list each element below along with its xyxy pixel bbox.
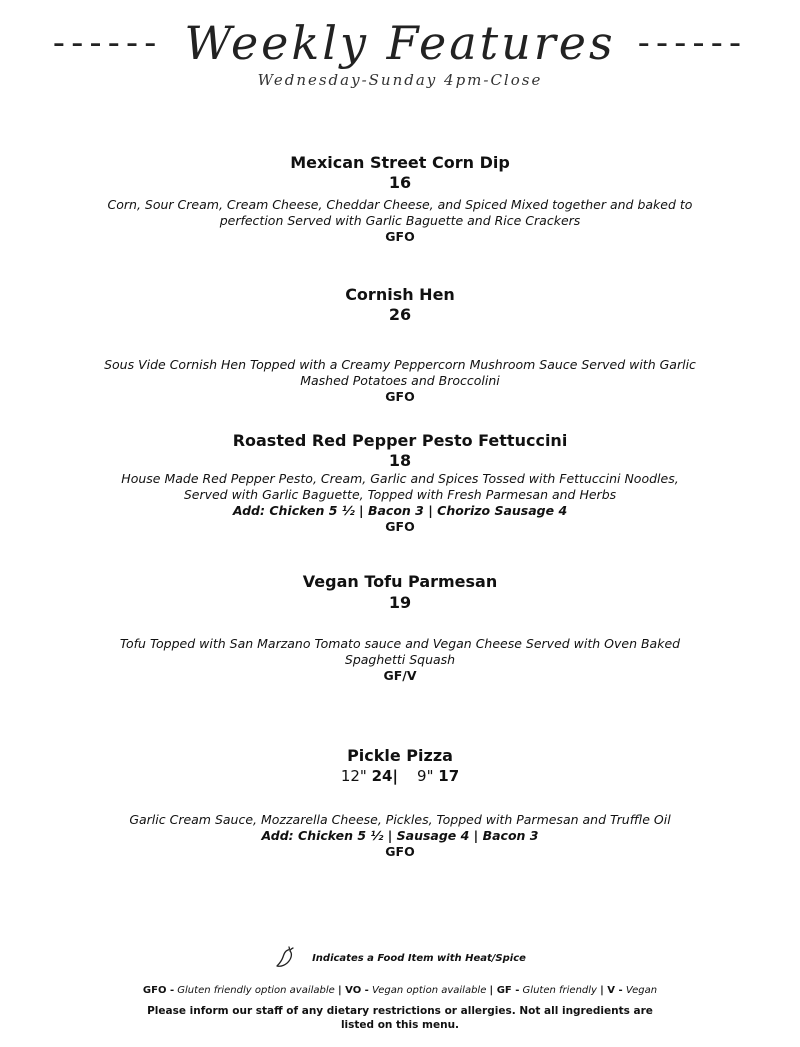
title-dashes-right: ------	[637, 23, 748, 64]
item-description: Tofu Topped with San Marzano Tomato sauce and Vegan Cheese Served with Oven Baked Spaghetti Squash	[119, 636, 681, 667]
key-text-gfo: Gluten friendly option available	[177, 985, 335, 996]
title-dashes-left: ------	[52, 23, 163, 64]
spice-legend	[140, 944, 660, 973]
key-code-gf: GF -	[496, 985, 520, 996]
dietary-key: GFO - Gluten friendly option available | VO - Vegan option available | GF - Gluten friendly | V - Vegan	[142, 985, 658, 996]
item-name: Mexican Street Corn Dip	[290, 153, 510, 172]
key-text-vo: Vegan option available	[372, 985, 487, 996]
allergy-notice: Please inform our staff of any dietary restrictions or allergies. Not all ingredients are listed on this menu.	[147, 1005, 653, 1031]
item-price: 16	[388, 173, 412, 192]
chili-pepper-icon	[274, 944, 298, 973]
item-add-ons: Add: Chicken 5 ½ | Sausage 4 | Bacon 3	[261, 828, 539, 843]
menu-footer	[140, 944, 660, 1032]
item-name: Cornish Hen	[345, 285, 455, 304]
key-code-v: V -	[607, 985, 623, 996]
menu-item-pesto-fettuccini	[100, 431, 700, 535]
key-text-v: Vegan	[625, 985, 658, 996]
item-price: 26	[388, 305, 412, 324]
key-text-gf: Gluten friendly	[522, 985, 597, 996]
item-add-ons: Add: Chicken 5 ½ | Bacon 3 | Chorizo Sausage 4	[232, 503, 568, 518]
item-name: Vegan Tofu Parmesan	[302, 572, 498, 591]
item-dietary-tag: GF/V	[383, 668, 417, 683]
page-subtitle: Wednesday-Sunday 4pm-Close	[257, 70, 543, 89]
menu-item-street-corn-dip	[100, 153, 700, 245]
item-price-row	[100, 766, 700, 786]
item-name: Roasted Red Pepper Pesto Fettuccini	[232, 431, 568, 450]
size-large: 12"	[340, 767, 367, 785]
spice-legend-text: Indicates a Food Item with Heat/Spice	[312, 953, 526, 964]
title-row	[0, 18, 800, 69]
page-title: Weekly Features	[184, 16, 616, 70]
item-dietary-tag: GFO	[385, 519, 415, 534]
item-description: Sous Vide Cornish Hen Topped with a Creamy Peppercorn Mushroom Sauce Served with Garlic Mashed Potatoes and Broccolini	[104, 357, 696, 388]
size-small: 9"	[417, 767, 434, 785]
item-name: Pickle Pizza	[347, 746, 453, 765]
item-dietary-tag: GFO	[385, 844, 415, 859]
key-code-gfo: GFO -	[142, 985, 175, 996]
item-dietary-tag: GFO	[385, 229, 415, 244]
item-description: Garlic Cream Sauce, Mozzarella Cheese, Pickles, Topped with Parmesan and Truffle Oil	[129, 812, 671, 827]
item-description: House Made Red Pepper Pesto, Cream, Garlic and Spices Tossed with Fettuccini Noodles, Served with Garlic Baguette, Topped with Fresh Parmesan and Herbs	[121, 471, 679, 502]
menu-header	[0, 18, 800, 89]
item-description: Corn, Sour Cream, Cream Cheese, Cheddar Cheese, and Spiced Mixed together and baked to perfection Served with Garlic Baguette and Rice Crackers	[107, 197, 693, 228]
item-price: 19	[388, 593, 412, 612]
menu-item-pickle-pizza	[100, 746, 700, 860]
key-code-vo: VO -	[345, 985, 369, 996]
price-large: 24|	[371, 767, 398, 785]
item-price: 18	[388, 451, 412, 470]
item-dietary-tag: GFO	[385, 389, 415, 404]
menu-item-vegan-tofu-parmesan	[100, 572, 700, 684]
menu-item-cornish-hen	[100, 285, 700, 405]
price-small: 17	[438, 767, 460, 785]
